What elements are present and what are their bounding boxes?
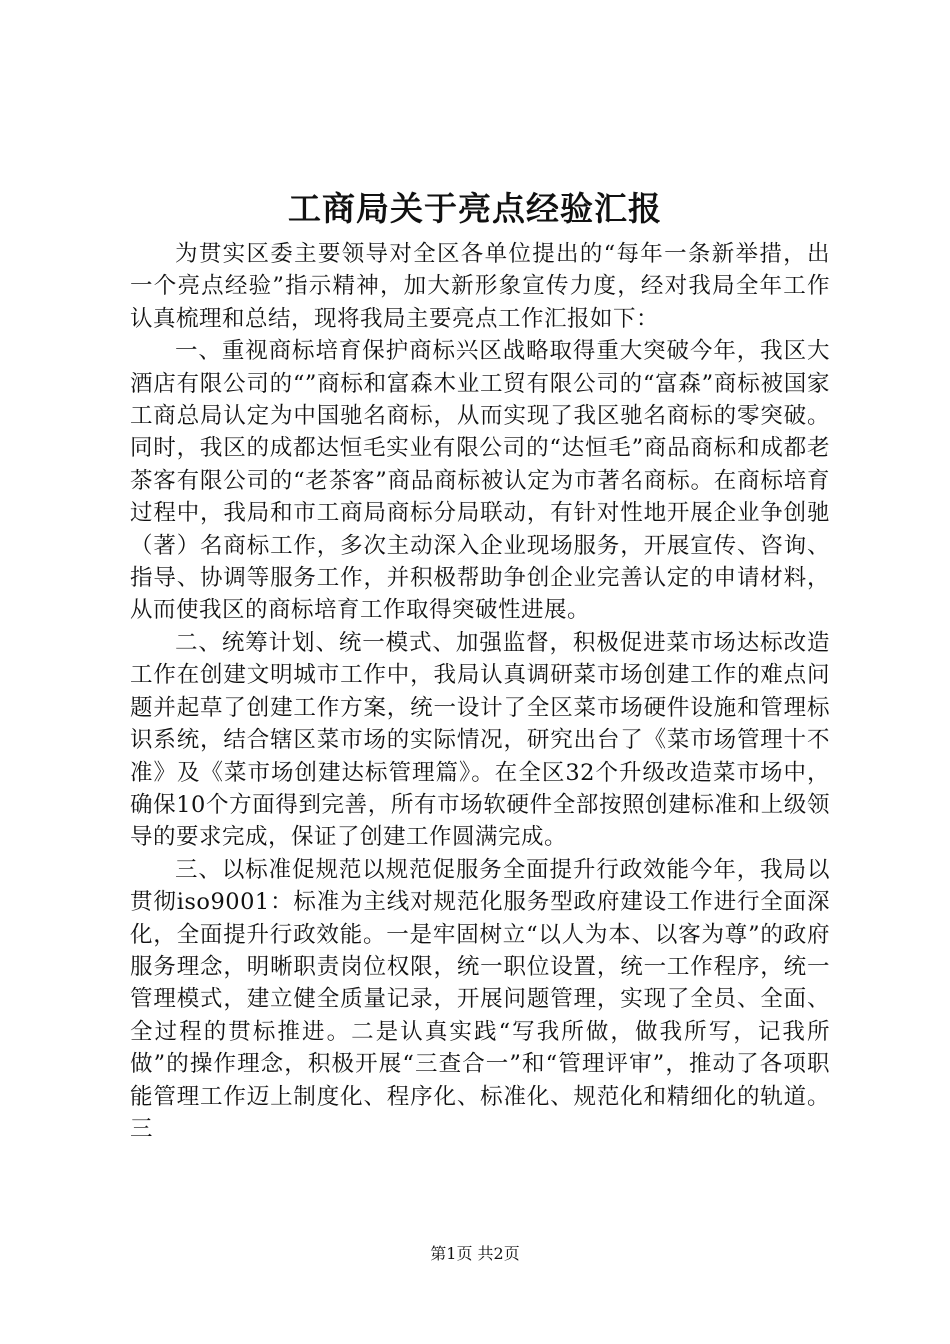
paragraph-trademark: 一、重视商标培育保护商标兴区战略取得重大突破今年，我区大酒店有限公司的“”商标和富森木业工贸有限公司的“富森”商标被国家工商总局认定为中国驰名商标，从而实现了我区驰名商标的零突破。同时，我区的成都达恒毛实业有限公司的“达恒毛”商品商标和成都老茶客有限公司的“老茶客”商品商标被认定为市著名商标。在商标培育过程中，我局和市工商局商标分局联动，有针对性地开展企业争创驰（著）名商标工作，多次主动深入企业现场服务，开展宣传、咨询、指导、协调等服务工作，并积极帮助争创企业完善认定的申请材料，从而使我区的商标培育工作取得突破性进展。 — [130, 338, 830, 624]
paragraph-market: 二、统筹计划、统一模式、加强监督，积极促进菜市场达标改造工作在创建文明城市工作中，我局认真调研菜市场创建工作的难点问题并起草了创建工作方案，统一设计了全区菜市场硬件设施和管理标识系统，结合辖区菜市场的实际情况，研究出台了《菜市场管理十不准》及《菜市场创建达标管理篇》。在全区32个升级改造菜市场中，确保10个方面得到完善，所有市场软硬件全部按照创建标准和上级领导的要求完成，保证了创建工作圆满完成。 — [130, 629, 830, 851]
document-title: 工商局关于亮点经验汇报 — [288, 189, 662, 228]
document-body — [130, 238, 830, 1145]
paragraph-intro: 为贯实区委主要领导对全区各单位提出的“每年一条新举措，出一个亮点经验”指示精神，加大新形象宣传力度，经对我局全年工作认真梳理和总结，现将我局主要亮点工作汇报如下： — [130, 241, 830, 332]
paragraph-standards: 三、以标准促规范以规范促服务全面提升行政效能今年，我局以贯彻iso9001：标准为主线对规范化服务型政府建设工作进行全面深化，全面提升行政效能。一是牢固树立“以人为本、以客为尊”的政府服务理念，明晰职责岗位权限，统一职位设置，统一工作程序，统一管理模式，建立健全质量记录，开展问题管理，实现了全员、全面、全过程的贯标推进。二是认真实践“写我所做，做我所写，记我所做”的操作理念，积极开展“三查合一”和“管理评审”，推动了各项职能管理工作迈上制度化、程序化、标准化、规范化和精细化的轨道。三 — [130, 856, 830, 1142]
page-footer: 第1页 共2页 — [430, 1244, 520, 1263]
